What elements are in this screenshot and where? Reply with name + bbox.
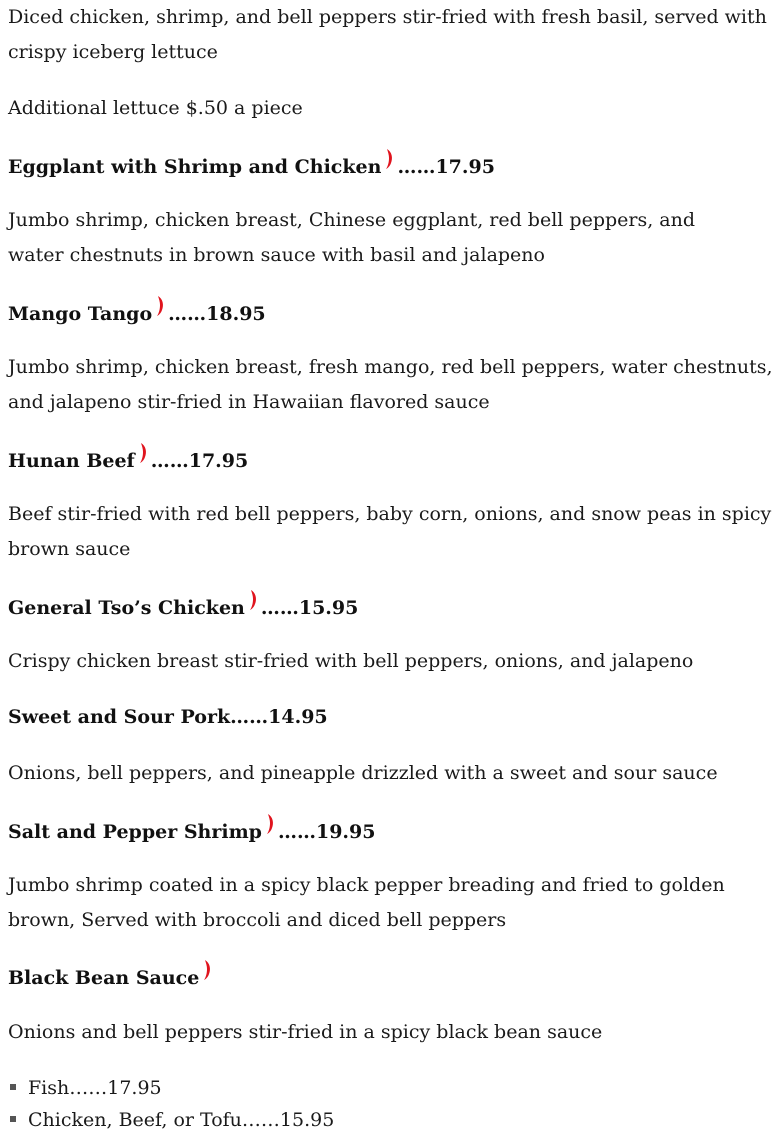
menu-item-title [8,700,764,735]
chili-pepper-icon [265,812,277,836]
item-price: ……19.95 [277,821,376,843]
item-name: General Tso’s Chicken [8,597,245,619]
menu-item-title [8,588,764,626]
item-name: Mango Tango [8,303,153,325]
bullet-icon [10,1084,16,1090]
menu-item-title [8,147,764,185]
item-description: brown sauce [8,538,131,560]
chili-pepper-icon [248,588,260,612]
item-name: Hunan Beef [8,450,135,472]
item-description: Onions and bell peppers stir-fried in a spicy black bean sauce [8,1021,603,1043]
item-name: Black Bean Sauce [8,967,200,989]
chili-pepper-icon [155,294,167,318]
item-description: and jalapeno stir-fried in Hawaiian flavored sauce [8,391,490,413]
bullet-icon [10,1116,16,1122]
item-price: ……17.95 [150,450,249,472]
item-description: Crispy chicken breast stir-fried with bell peppers, onions, and jalapeno [8,650,694,672]
item-description: Beef stir-fried with red bell peppers, baby corn, onions, and snow peas in spicy [8,503,772,525]
item-price: ……14.95 [230,706,328,728]
item-description: crispy iceberg lettuce [8,41,218,63]
item-name: Sweet and Sour Pork [8,706,231,728]
option-label: Chicken, Beef, or Tofu……15.95 [28,1109,335,1131]
item-description: Jumbo shrimp, chicken breast, Chinese eggplant, red bell peppers, and [8,209,696,231]
item-description: Diced chicken, shrimp, and bell peppers stir-fried with fresh basil, served with [8,6,767,28]
lettuce-note: Additional lettuce $.50 a piece [8,97,303,119]
item-description: brown, Served with broccoli and diced bell peppers [8,909,507,931]
option-label: Fish……17.95 [28,1077,162,1099]
item-description: water chestnuts in brown sauce with basil and jalapeno [8,244,545,266]
menu-item-title [8,812,764,850]
list-item [10,1103,334,1138]
item-price: ……17.95 [397,156,495,178]
chili-pepper-icon [202,958,214,982]
list-item [10,1071,162,1106]
item-name: Salt and Pepper Shrimp [8,821,262,843]
chili-pepper-icon [384,147,396,171]
item-price: ……15.95 [260,597,359,619]
menu-item-title [8,294,764,332]
menu-item-title [8,441,764,479]
item-description: Onions, bell peppers, and pineapple drizzled with a sweet and sour sauce [8,762,718,784]
item-description: Jumbo shrimp, chicken breast, fresh mango, red bell peppers, water chestnuts, [8,356,773,378]
item-name: Eggplant with Shrimp and Chicken [8,156,382,178]
chili-pepper-icon [138,441,150,465]
menu-item-title [8,958,764,996]
item-description: Jumbo shrimp coated in a spicy black pepper breading and fried to golden [8,874,725,896]
item-price: ……18.95 [168,303,266,325]
